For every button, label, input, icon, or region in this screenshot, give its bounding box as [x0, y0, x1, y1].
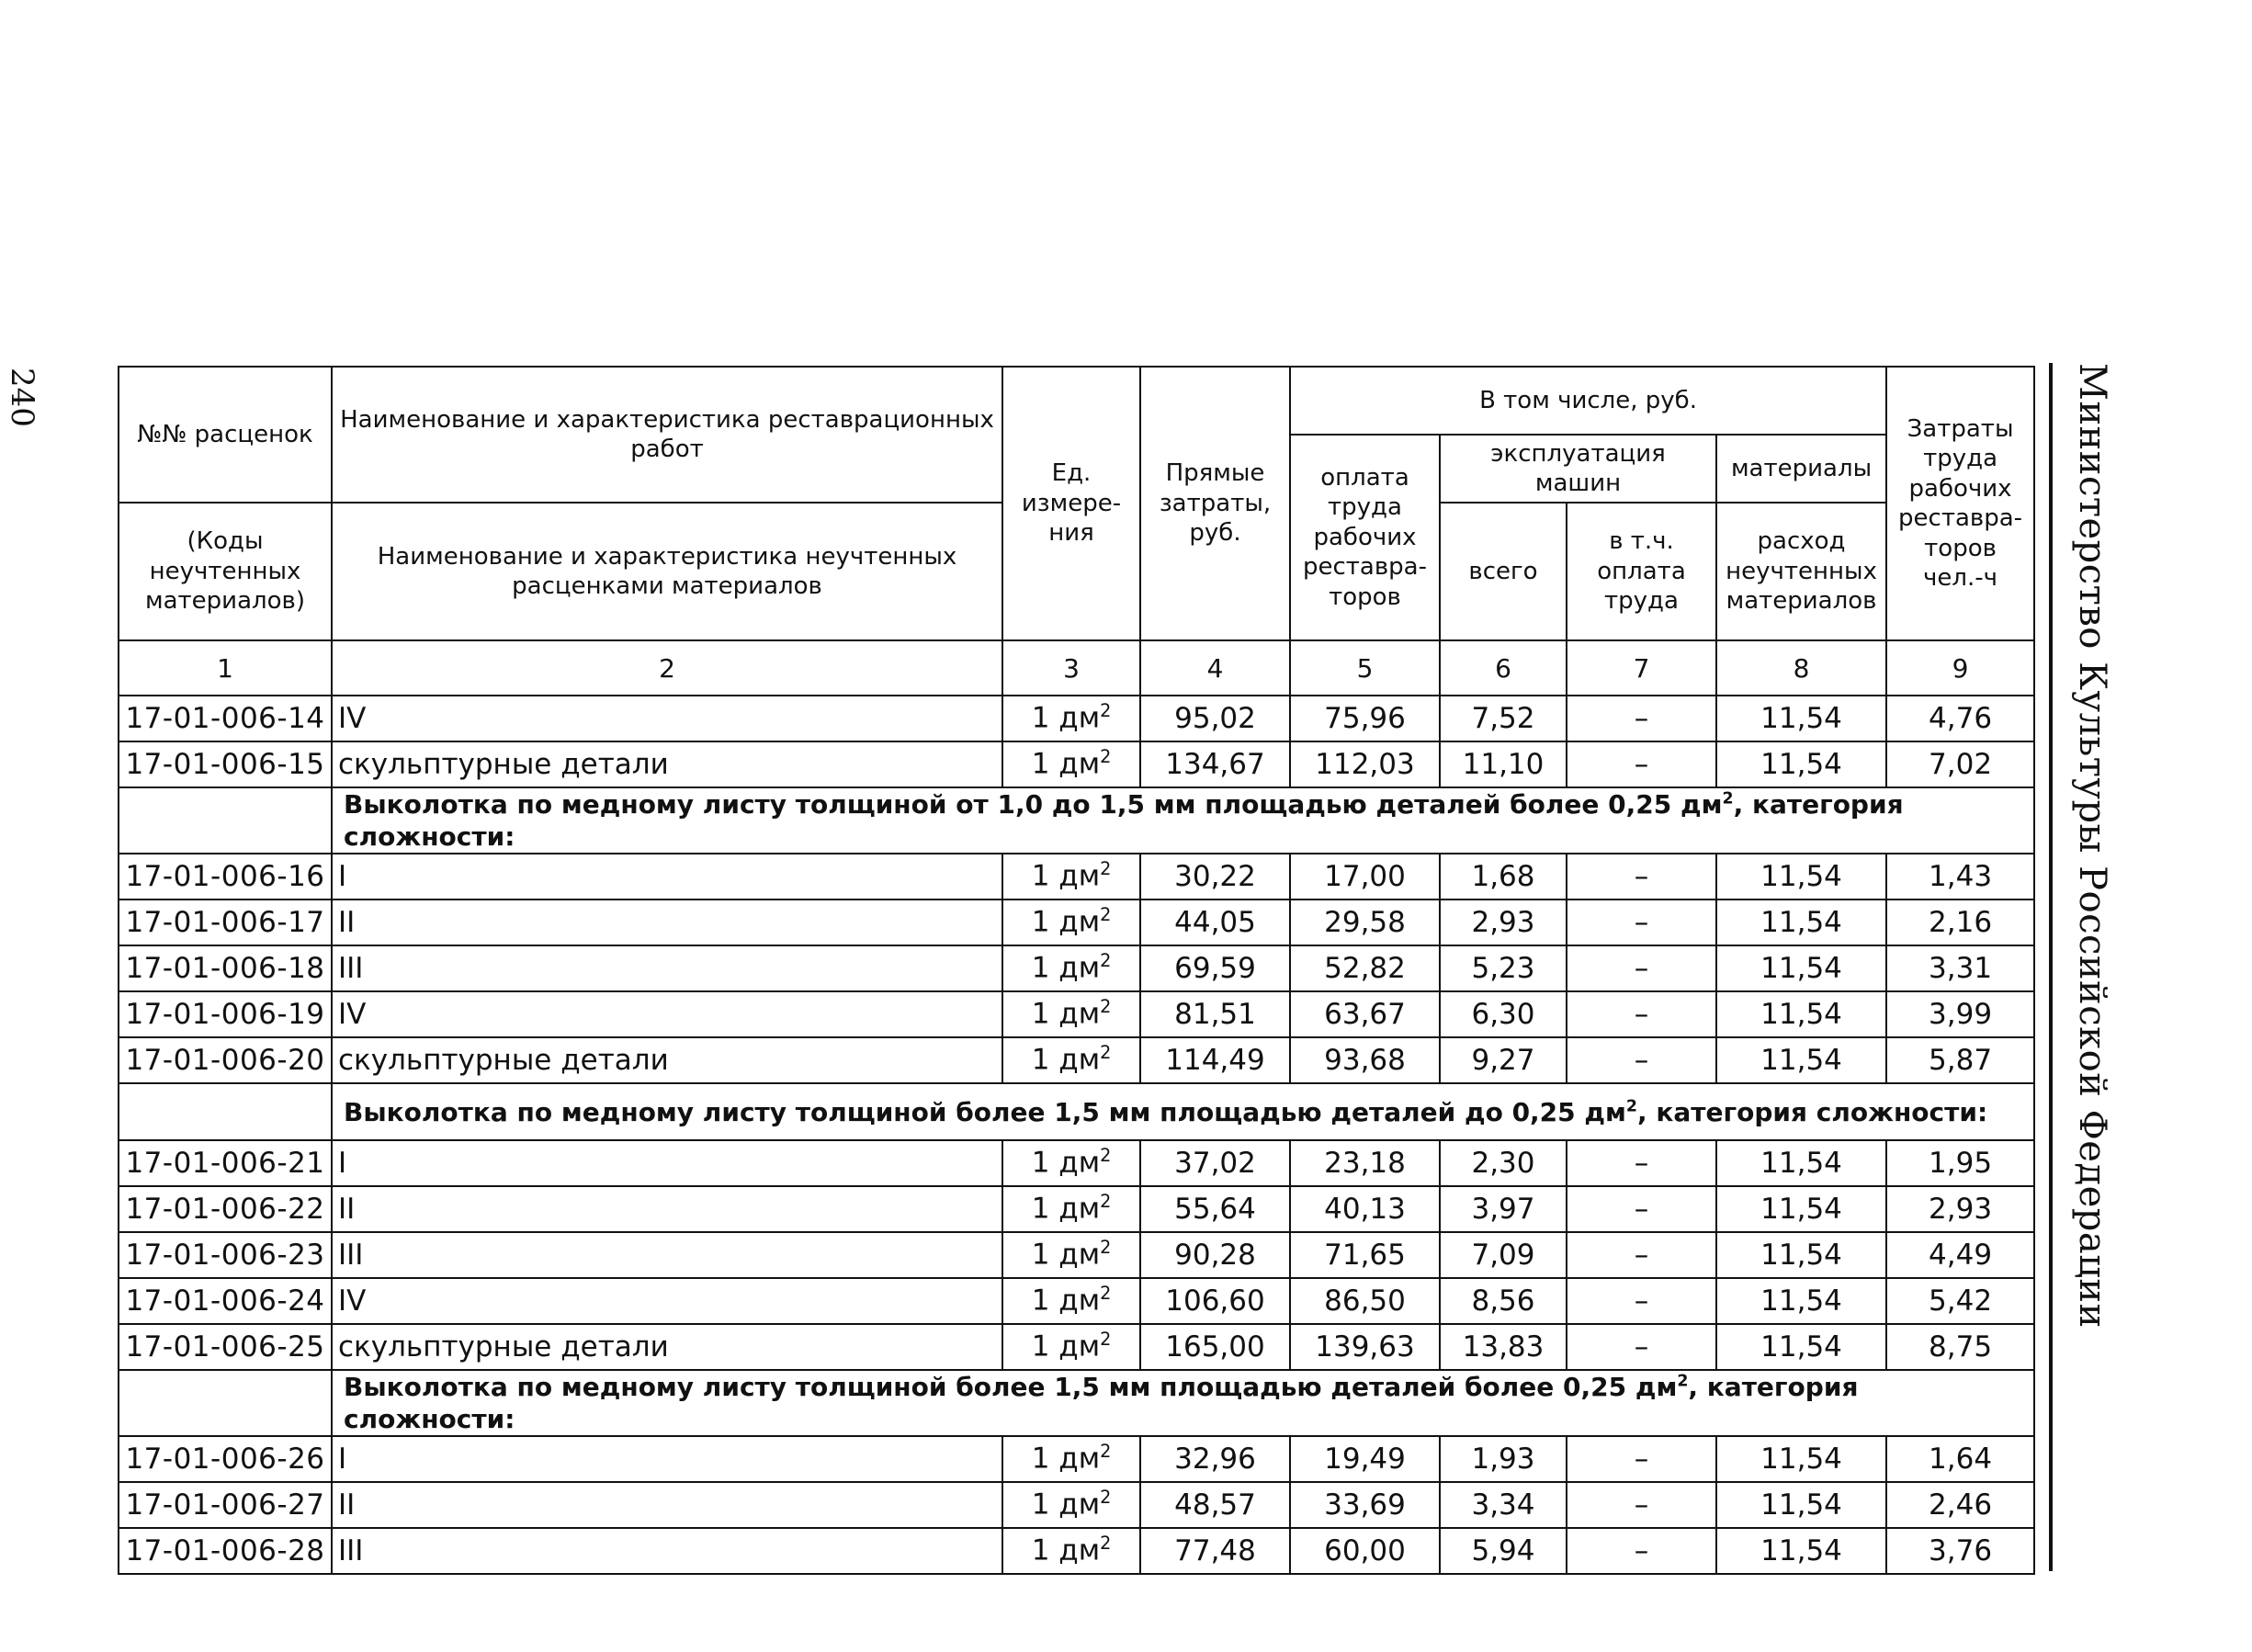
machines-total: 8,56 [1440, 1278, 1567, 1324]
labor-hours: 2,16 [1886, 900, 2034, 945]
labor-hours: 5,87 [1886, 1037, 2034, 1083]
unit-text: 1 дм [1031, 1442, 1101, 1476]
materials-cost: 11,54 [1716, 854, 1886, 900]
section-title-text: Выколотка по медному листу толщиной от 1,0 до 1,5 мм площадью деталей более 0,25 дм [344, 789, 1723, 820]
unit-exponent: 2 [1100, 1487, 1112, 1509]
machines-total: 5,94 [1440, 1528, 1567, 1574]
labor-hours: 1,43 [1886, 854, 2034, 900]
rate-code: 17-01-006-22 [119, 1186, 332, 1232]
unit-cell [1002, 1278, 1140, 1324]
machines-total: 13,83 [1440, 1324, 1567, 1370]
machines-labor: – [1567, 696, 1716, 741]
machines-total: 7,52 [1440, 696, 1567, 741]
direct-costs: 37,02 [1140, 1140, 1290, 1186]
machines-labor: – [1567, 1482, 1716, 1528]
rate-code: 17-01-006-28 [119, 1528, 332, 1574]
header-machines-labor: в т.ч. оплата труда [1567, 503, 1716, 640]
header-labor-hours: Затраты труда рабочих реставра-торов чел.-ч [1886, 367, 2034, 640]
machines-labor: – [1567, 854, 1716, 900]
side-rule [2049, 363, 2053, 1571]
rate-code: 17-01-006-14 [119, 696, 332, 741]
header-col1-bottom: (Коды неучтенных материалов) [119, 503, 332, 640]
unit-text: 1 дм [1031, 1146, 1101, 1180]
materials-cost: 11,54 [1716, 741, 1886, 787]
machines-total: 2,30 [1440, 1140, 1567, 1186]
work-name: III [332, 945, 1002, 991]
machines-labor: – [1567, 1037, 1716, 1083]
labor-hours: 3,76 [1886, 1528, 2034, 1574]
labor-hours: 1,64 [1886, 1436, 2034, 1482]
machines-total: 1,93 [1440, 1436, 1567, 1482]
unit-text: 1 дм [1031, 859, 1101, 893]
machines-total: 3,34 [1440, 1482, 1567, 1528]
labor-pay: 139,63 [1290, 1324, 1440, 1370]
unit-exponent: 2 [1100, 1329, 1112, 1351]
direct-costs: 114,49 [1140, 1037, 1290, 1083]
direct-costs: 77,48 [1140, 1528, 1290, 1574]
unit-cell [1002, 900, 1140, 945]
rate-code: 17-01-006-21 [119, 1140, 332, 1186]
unit-cell [1002, 1436, 1140, 1482]
section-title-sup: 2 [1722, 789, 1734, 809]
section-title-sup: 2 [1677, 1372, 1689, 1391]
labor-hours: 1,95 [1886, 1140, 2034, 1186]
unit-cell [1002, 1232, 1140, 1278]
header-machines: эксплуатация машин [1440, 435, 1716, 503]
machines-total: 3,97 [1440, 1186, 1567, 1232]
unit-text: 1 дм [1031, 905, 1101, 939]
labor-hours: 5,42 [1886, 1278, 2034, 1324]
section-title-text: Выколотка по медному листу толщиной более 1,5 мм площадью деталей более 0,25 дм [344, 1372, 1678, 1402]
rate-code: 17-01-006-15 [119, 741, 332, 787]
unit-exponent: 2 [1100, 1283, 1112, 1305]
rate-code: 17-01-006-16 [119, 854, 332, 900]
materials-cost: 11,54 [1716, 945, 1886, 991]
machines-total: 1,68 [1440, 854, 1567, 900]
unit-exponent: 2 [1100, 858, 1112, 880]
table-row [119, 900, 2034, 945]
labor-pay: 86,50 [1290, 1278, 1440, 1324]
section-title [332, 787, 2034, 854]
direct-costs: 95,02 [1140, 696, 1290, 741]
direct-costs: 48,57 [1140, 1482, 1290, 1528]
work-name: I [332, 854, 1002, 900]
unit-exponent: 2 [1100, 1191, 1112, 1213]
header-direct-costs: Прямые затраты, руб. [1140, 367, 1290, 640]
labor-hours: 8,75 [1886, 1324, 2034, 1370]
unit-text: 1 дм [1031, 1043, 1101, 1077]
machines-labor: – [1567, 1278, 1716, 1324]
work-name: II [332, 1482, 1002, 1528]
machines-total: 9,27 [1440, 1037, 1567, 1083]
table-row [119, 1482, 2034, 1528]
unit-cell [1002, 1482, 1140, 1528]
unit-cell [1002, 991, 1140, 1037]
materials-cost: 11,54 [1716, 1436, 1886, 1482]
unit-exponent: 2 [1100, 1533, 1112, 1555]
machines-labor: – [1567, 1528, 1716, 1574]
unit-exponent: 2 [1100, 1042, 1112, 1064]
machines-total: 2,93 [1440, 900, 1567, 945]
direct-costs: 44,05 [1140, 900, 1290, 945]
machines-labor: – [1567, 991, 1716, 1037]
work-name: II [332, 900, 1002, 945]
rate-code: 17-01-006-20 [119, 1037, 332, 1083]
machines-labor: – [1567, 1324, 1716, 1370]
labor-pay: 17,00 [1290, 854, 1440, 900]
work-name: IV [332, 991, 1002, 1037]
section-title-tail: , категория сложности: [1637, 1096, 1988, 1127]
labor-pay: 33,69 [1290, 1482, 1440, 1528]
labor-hours: 4,49 [1886, 1232, 2034, 1278]
column-number: 3 [1002, 640, 1140, 696]
rate-code: 17-01-006-19 [119, 991, 332, 1037]
section-title-text: Выколотка по медному листу толщиной более 1,5 мм площадью деталей до 0,25 дм [344, 1096, 1626, 1127]
section-blank-cell [119, 1370, 332, 1436]
labor-pay: 75,96 [1290, 696, 1440, 741]
table-row [119, 854, 2034, 900]
unit-exponent: 2 [1100, 700, 1112, 722]
direct-costs: 55,64 [1140, 1186, 1290, 1232]
rate-code: 17-01-006-25 [119, 1324, 332, 1370]
table-row [119, 1436, 2034, 1482]
header-machines-total: всего [1440, 503, 1567, 640]
rate-code: 17-01-006-17 [119, 900, 332, 945]
unit-text: 1 дм [1031, 747, 1101, 781]
materials-cost: 11,54 [1716, 1186, 1886, 1232]
header-unit: Ед. измере-ния [1002, 367, 1140, 640]
labor-hours: 2,46 [1886, 1482, 2034, 1528]
labor-pay: 112,03 [1290, 741, 1440, 787]
table-row [119, 1037, 2034, 1083]
machines-labor: – [1567, 1436, 1716, 1482]
column-number: 6 [1440, 640, 1567, 696]
unit-exponent: 2 [1100, 950, 1112, 972]
machines-total: 11,10 [1440, 741, 1567, 787]
section-header-row [119, 787, 2034, 854]
unit-text: 1 дм [1031, 1192, 1101, 1226]
labor-pay: 29,58 [1290, 900, 1440, 945]
table-row [119, 991, 2034, 1037]
rate-code: 17-01-006-26 [119, 1436, 332, 1482]
column-number: 7 [1567, 640, 1716, 696]
work-name: I [332, 1436, 1002, 1482]
direct-costs: 134,67 [1140, 741, 1290, 787]
table-row [119, 741, 2034, 787]
rates-table [118, 366, 2035, 1575]
direct-costs: 30,22 [1140, 854, 1290, 900]
labor-hours: 7,02 [1886, 741, 2034, 787]
column-number: 2 [332, 640, 1002, 696]
work-name: III [332, 1232, 1002, 1278]
table-row [119, 696, 2034, 741]
machines-labor: – [1567, 1232, 1716, 1278]
header-group: В том числе, руб. [1290, 367, 1886, 435]
labor-pay: 93,68 [1290, 1037, 1440, 1083]
direct-costs: 32,96 [1140, 1436, 1290, 1482]
direct-costs: 106,60 [1140, 1278, 1290, 1324]
materials-cost: 11,54 [1716, 1324, 1886, 1370]
labor-hours: 4,76 [1886, 696, 2034, 741]
direct-costs: 81,51 [1140, 991, 1290, 1037]
unit-cell [1002, 1324, 1140, 1370]
labor-pay: 71,65 [1290, 1232, 1440, 1278]
page-number: 240 [4, 368, 40, 427]
materials-cost: 11,54 [1716, 696, 1886, 741]
section-title [332, 1083, 2034, 1140]
rate-code: 17-01-006-24 [119, 1278, 332, 1324]
unit-cell [1002, 945, 1140, 991]
unit-exponent: 2 [1100, 1145, 1112, 1167]
column-number: 5 [1290, 640, 1440, 696]
machines-labor: – [1567, 1140, 1716, 1186]
section-blank-cell [119, 787, 332, 854]
unit-cell [1002, 1037, 1140, 1083]
materials-cost: 11,54 [1716, 1278, 1886, 1324]
column-numbers-row [119, 640, 2034, 696]
section-title [332, 1370, 2034, 1436]
section-title-tail: , категория сложности: [344, 789, 1904, 852]
unit-text: 1 дм [1031, 997, 1101, 1031]
labor-hours: 2,93 [1886, 1186, 2034, 1232]
table-row [119, 945, 2034, 991]
table-header [119, 367, 2034, 696]
header-materials-unaccounted: расход неучтенных материалов [1716, 503, 1886, 640]
machines-total: 5,23 [1440, 945, 1567, 991]
work-name: скульптурные детали [332, 1037, 1002, 1083]
section-blank-cell [119, 1083, 332, 1140]
labor-pay: 23,18 [1290, 1140, 1440, 1186]
column-number: 9 [1886, 640, 2034, 696]
labor-pay: 19,49 [1290, 1436, 1440, 1482]
header-col2-bottom: Наименование и характеристика неучтенных расценками материалов [332, 503, 1002, 640]
header-col1-top: №№ расценок [119, 367, 332, 503]
header-materials: материалы [1716, 435, 1886, 503]
rate-code: 17-01-006-18 [119, 945, 332, 991]
table-row [119, 1232, 2034, 1278]
unit-cell [1002, 1528, 1140, 1574]
materials-cost: 11,54 [1716, 1528, 1886, 1574]
rate-code: 17-01-006-27 [119, 1482, 332, 1528]
unit-cell [1002, 854, 1140, 900]
machines-labor: – [1567, 1186, 1716, 1232]
unit-text: 1 дм [1031, 1488, 1101, 1522]
section-header-row [119, 1370, 2034, 1436]
labor-pay: 63,67 [1290, 991, 1440, 1037]
machines-total: 6,30 [1440, 991, 1567, 1037]
unit-text: 1 дм [1031, 1284, 1101, 1318]
materials-cost: 11,54 [1716, 991, 1886, 1037]
unit-text: 1 дм [1031, 701, 1101, 735]
materials-cost: 11,54 [1716, 900, 1886, 945]
unit-cell [1002, 1140, 1140, 1186]
materials-cost: 11,54 [1716, 1232, 1886, 1278]
machines-labor: – [1567, 900, 1716, 945]
unit-exponent: 2 [1100, 904, 1112, 926]
unit-text: 1 дм [1031, 1330, 1101, 1363]
table-row [119, 1140, 2034, 1186]
section-header-row [119, 1083, 2034, 1140]
section-title-tail: , категория сложности: [344, 1372, 1859, 1434]
section-title-sup: 2 [1625, 1097, 1637, 1116]
labor-pay: 60,00 [1290, 1528, 1440, 1574]
materials-cost: 11,54 [1716, 1482, 1886, 1528]
direct-costs: 90,28 [1140, 1232, 1290, 1278]
header-labor-pay: оплата труда рабочих реставра-торов [1290, 435, 1440, 640]
table-row [119, 1528, 2034, 1574]
unit-cell [1002, 1186, 1140, 1232]
labor-pay: 40,13 [1290, 1186, 1440, 1232]
unit-exponent: 2 [1100, 1441, 1112, 1463]
unit-cell [1002, 696, 1140, 741]
column-number: 4 [1140, 640, 1290, 696]
labor-hours: 3,99 [1886, 991, 2034, 1037]
unit-text: 1 дм [1031, 1238, 1101, 1272]
work-name: II [332, 1186, 1002, 1232]
unit-exponent: 2 [1100, 746, 1112, 768]
machines-labor: – [1567, 945, 1716, 991]
work-name: скульптурные детали [332, 1324, 1002, 1370]
unit-cell [1002, 741, 1140, 787]
table-body [119, 696, 2034, 1574]
running-head: Министерство Культуры Российской Федерации [2071, 363, 2113, 1329]
work-name: III [332, 1528, 1002, 1574]
rate-code: 17-01-006-23 [119, 1232, 332, 1278]
work-name: скульптурные детали [332, 741, 1002, 787]
direct-costs: 165,00 [1140, 1324, 1290, 1370]
unit-text: 1 дм [1031, 951, 1101, 985]
unit-exponent: 2 [1100, 996, 1112, 1018]
table-row [119, 1278, 2034, 1324]
table-row [119, 1186, 2034, 1232]
unit-exponent: 2 [1100, 1237, 1112, 1259]
labor-pay: 52,82 [1290, 945, 1440, 991]
column-number: 8 [1716, 640, 1886, 696]
table-row [119, 1324, 2034, 1370]
materials-cost: 11,54 [1716, 1140, 1886, 1186]
machines-total: 7,09 [1440, 1232, 1567, 1278]
materials-cost: 11,54 [1716, 1037, 1886, 1083]
machines-labor: – [1567, 741, 1716, 787]
labor-hours: 3,31 [1886, 945, 2034, 991]
unit-text: 1 дм [1031, 1533, 1101, 1567]
work-name: I [332, 1140, 1002, 1186]
work-name: IV [332, 696, 1002, 741]
column-number: 1 [119, 640, 332, 696]
direct-costs: 69,59 [1140, 945, 1290, 991]
work-name: IV [332, 1278, 1002, 1324]
header-col2-top: Наименование и характеристика реставрационных работ [332, 367, 1002, 503]
